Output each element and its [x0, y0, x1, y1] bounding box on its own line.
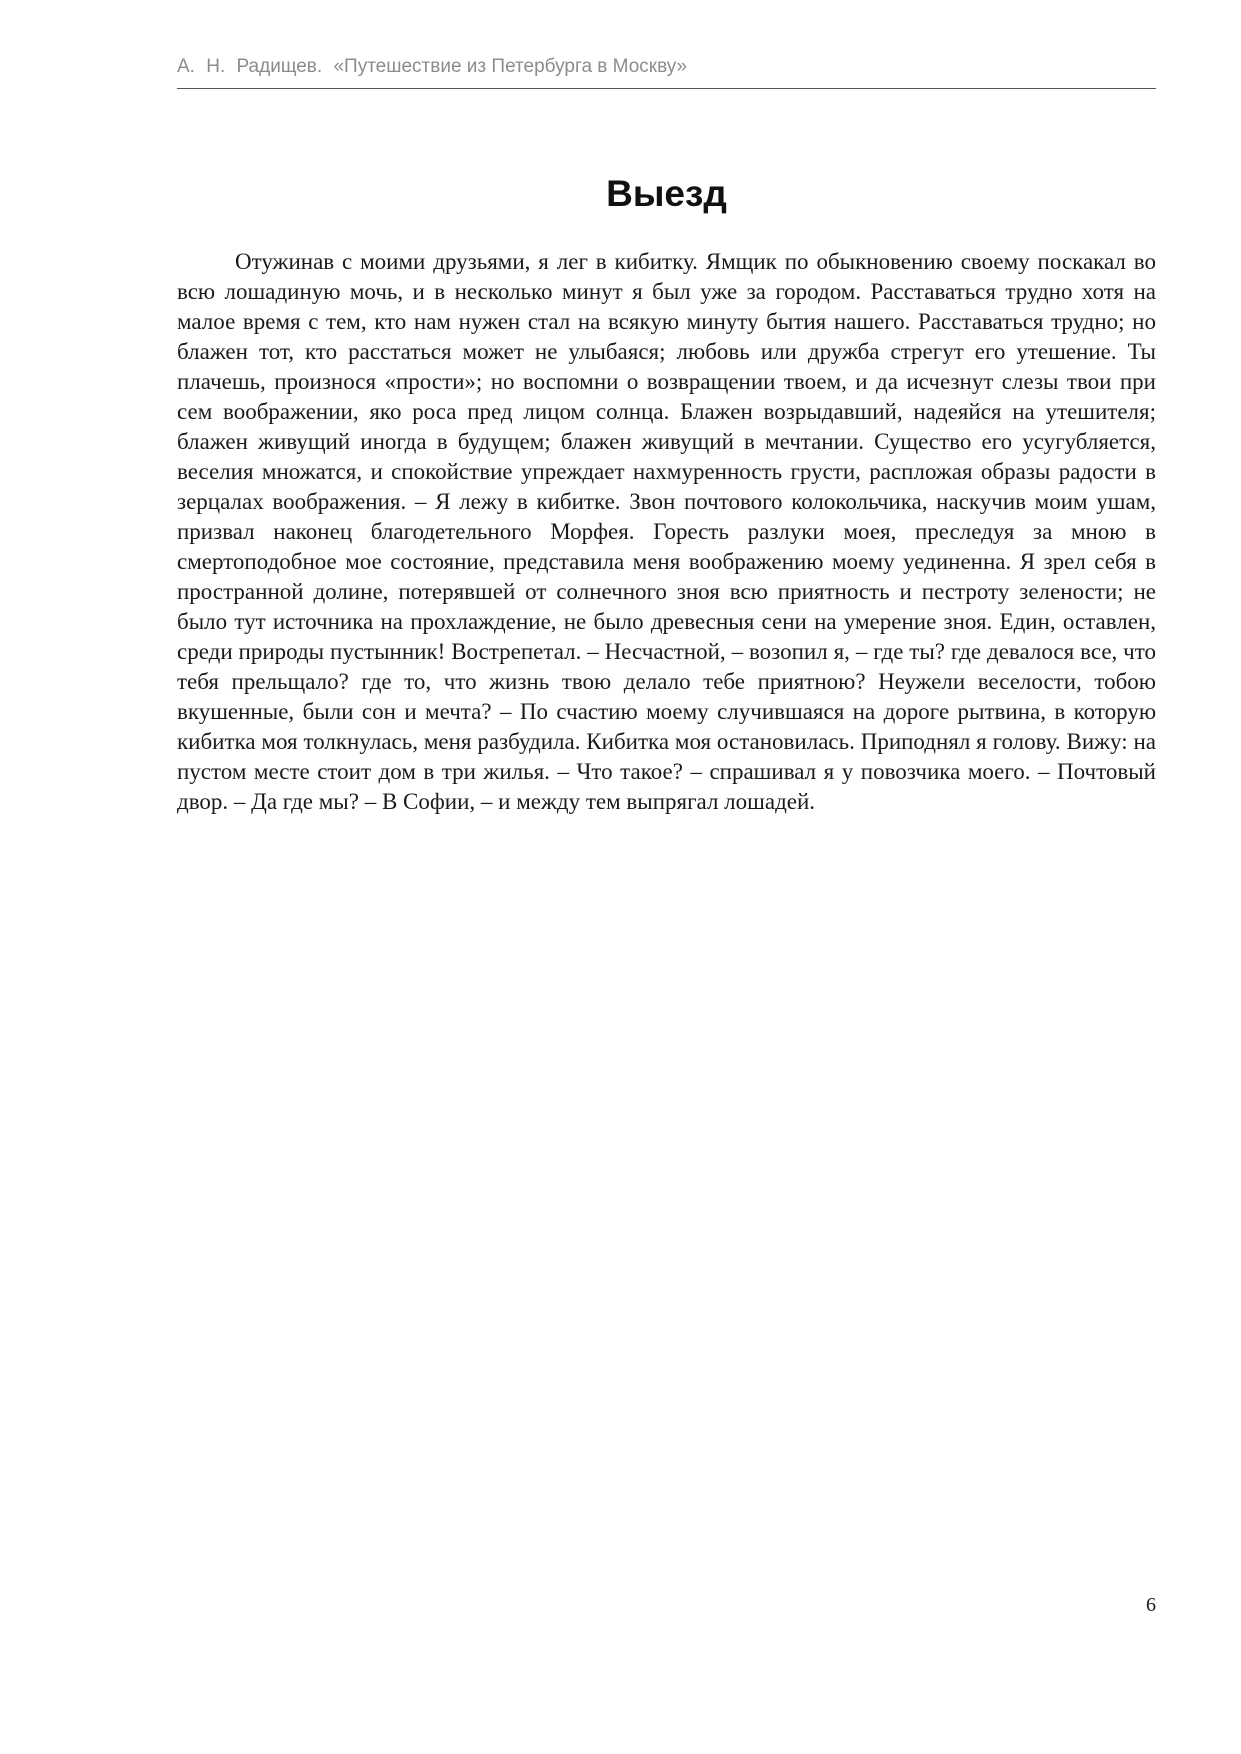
- header-work-title: «Путешествие из Петербурга в Москву»: [333, 56, 688, 77]
- chapter-title: Выезд: [606, 173, 727, 214]
- header-author: А. Н. Радищев.: [177, 56, 323, 77]
- running-header: [177, 56, 1156, 78]
- chapter-paragraph: Отужинав с моими друзьями, я лег в кибитку. Ямщик по обыкновению своему поскакал во всю лошадиную мочь, и в несколько минут я был уже за городом. Расставаться трудно хотя на малое время с тем, кто нам нужен стал на всякую минуту бытия нашего. Расставаться трудно; но блажен тот, кто расстаться может не улыбаяся; любовь или дружба стрегут его утешение. Ты плачешь, произнося «прости»; но воспомни о возвращении твоем, и да исчезнут слезы твои при сем воображении, яко роса пред лицом солнца. Блажен возрыдавший, надеяйся на утешителя; блажен живущий иногда в будущем; блажен живущий в мечтании. Существо его усугубляется, веселия множатся, и спокойствие упреждает нахмуренность грусти, распложая образы радости в зерцалах воображения. – Я лежу в кибитке. Звон почтового колокольчика, наскучив моим ушам, призвал наконец благодетельного Морфея. Горесть разлуки моея, преследуя за мною в смертоподобное мое состояние, представила меня воображению моему уединенна. Я зрел себя в пространной долине, потерявшей от солнечного зноя всю приятность и пестроту зелености; не было тут источника на прохлаждение, не было древесныя сени на умерение зноя. Един, оставлен, среди природы пустынник! Вострепетал. – Несчастной, – возопил я, – где ты? где девалося все, что тебя прельщало? где то, что жизнь твою делало тебе приятною? Неужели веселости, тобою вкушенные, были сон и мечта? – По счастию моему случившаяся на дороге рытвина, в которую кибитка моя толкнулась, меня разбудила. Кибитка моя остановилась. Приподнял я голову. Вижу: на пустом месте стоит дом в три жилья. – Что такое? – спрашивал я у повозчика моего. – Почтовый двор. – Да где мы? – В Софии, – и между тем выпрягал лошадей.: [177, 249, 1156, 814]
- header-divider: [177, 88, 1156, 89]
- page-number: 6: [1146, 1594, 1156, 1616]
